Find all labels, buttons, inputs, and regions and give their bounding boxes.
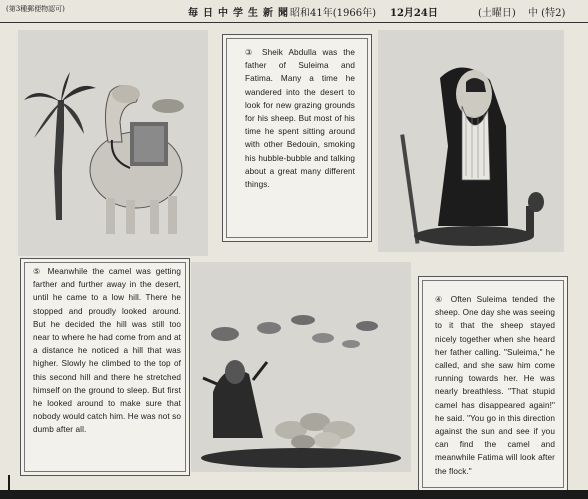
story-paragraph-5-box <box>20 258 190 476</box>
suleima-sheep-illustration <box>191 262 411 472</box>
palm-tree-icon <box>24 72 96 220</box>
postal-mark: (第3種郵便物認可) <box>6 5 65 13</box>
page-number: 中 (特2) <box>528 8 566 19</box>
issue-weekday: (土曜日) <box>478 8 516 19</box>
story-paragraph-4: ④ Often Suleima tended the sheep. One day she was seeing to it that the sheep stayed nicely together when she heard her father calling. "Suleima," he called, and she saw him come running towards her. He was nearly breathless. "That stupid camel has disappeared again!" he said. "You go in this direction against the sun and see if you can find the camel and meanwhile Fatima will look after the flock." <box>435 295 555 476</box>
clouds-icon <box>211 315 378 348</box>
newspaper-header <box>0 0 588 23</box>
sheik-figure-icon <box>400 67 534 246</box>
camel-icon <box>90 85 184 234</box>
sheik-hookah-illustration <box>378 30 564 252</box>
story-paragraph-5: ⑤ Meanwhile the camel was getting farther and further away in the desert, until he came to a low hill. There he stopped and proudly looked around. But he decided the hill was still too near to where he had come from and at a distance he noticed a hill that was higher. Slowly he climbed to the top of this second hill and there he stretched himself on the ground to sleep. But first he looked around to make sure that nobody would catch him. He was not so dumb after all. <box>33 267 181 435</box>
story-paragraph-3: ③ Sheik Abdulla was the father of Suleima and Fatima. Many a time he wandered into the desert to look for new grazing grounds for his sheep. But most of his time he spent sitting around with other Bedouin, smoking his hubble-bubble and talking about a great many different things. <box>245 48 355 190</box>
issue-year: 昭和41年(1966年) <box>290 8 376 19</box>
issue-date: 12月24日 <box>390 8 438 19</box>
newspaper-name: 毎日中学生新聞 <box>188 8 293 19</box>
page-bottom-border <box>0 490 588 499</box>
cactus-icon <box>526 192 544 236</box>
story-paragraph-4-box <box>418 276 568 492</box>
suleima-figure-icon <box>203 360 267 438</box>
story-paragraph-3-box <box>222 34 372 242</box>
camel-palm-illustration <box>18 30 208 256</box>
sheep-flock-icon <box>275 413 355 449</box>
